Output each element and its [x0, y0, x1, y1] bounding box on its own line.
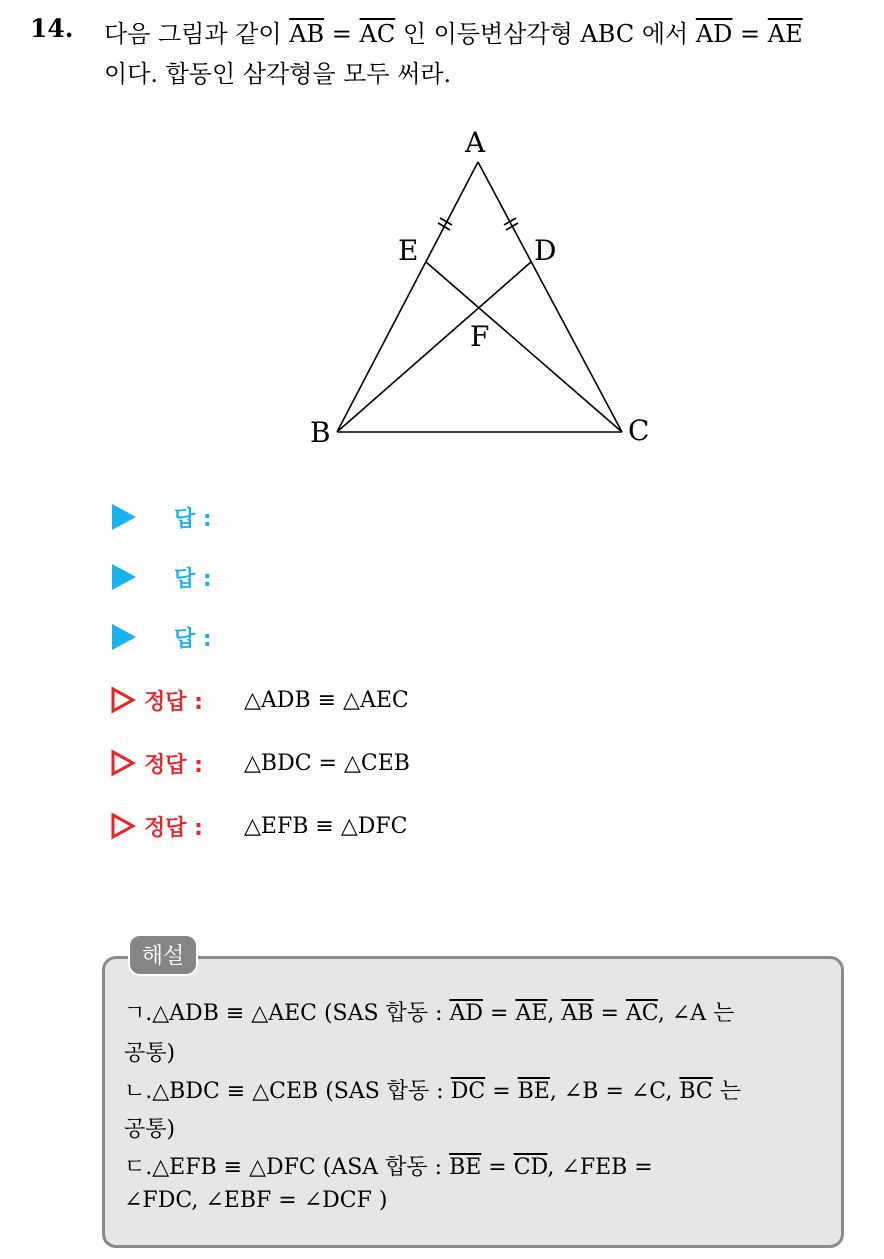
solution-label: 정답 :: [144, 689, 203, 715]
question-text-line-1: 다음 그림과 같이 $\overline{AB} = \overline{AC}$ 인 이등변삼각형 ABC 에서 $\overline{AD} = \overline{AE}$: [104, 20, 803, 48]
label-f: F: [470, 320, 490, 353]
answer-label: 답 :: [174, 626, 212, 652]
triangle-figure: [300, 120, 680, 460]
explanation-line-3: ㄴ.△BDC ≡ △CEB (SAS 합동 : $\overline{DC} = \overline{BE}$, ∠B = ∠C, $\overline{BC}$ 는: [124, 1079, 742, 1104]
label-c: C: [628, 414, 650, 447]
solution-row-3: [110, 806, 408, 846]
outline-triangle-icon: [110, 812, 136, 840]
side-ab: [337, 162, 478, 432]
play-triangle-icon: [112, 504, 136, 530]
explanation-tag: 해설: [128, 934, 198, 976]
explanation-line-6: ∠FDC, ∠EBF = ∠DCF ): [124, 1188, 388, 1213]
answer-row-1[interactable]: [108, 497, 212, 537]
question-number: 14.: [30, 14, 74, 43]
play-triangle-icon: [112, 564, 136, 590]
label-d: D: [534, 234, 557, 267]
outline-triangle-icon: [110, 686, 136, 714]
label-b: B: [310, 416, 331, 449]
answer-label: 답 :: [174, 506, 212, 532]
solution-text: △ADB ≡ △AEC: [244, 687, 409, 713]
segment-bd: [337, 262, 531, 432]
explanation-line-5: ㄷ.△EFB ≡ △DFC (ASA 합동 : $\overline{BE} = \overline{CD}$, ∠FEB =: [124, 1155, 653, 1180]
solution-label: 정답 :: [144, 752, 203, 778]
segment-ce: [426, 262, 622, 432]
solution-label: 정답 :: [144, 815, 203, 841]
answer-row-3[interactable]: [108, 617, 212, 657]
play-triangle-icon: [112, 624, 136, 650]
solution-row-2: [110, 743, 410, 783]
solution-row-1: [110, 680, 409, 720]
answer-row-2[interactable]: [108, 557, 212, 597]
answer-label: 답 :: [174, 566, 212, 592]
solution-text: △BDC = △CEB: [244, 750, 410, 776]
side-ac: [478, 162, 622, 432]
outline-triangle-icon: [110, 749, 136, 777]
explanation-line-4: 공통): [124, 1117, 176, 1142]
question-text-line-2: 이다. 합동인 삼각형을 모두 써라.: [104, 60, 452, 88]
label-a: A: [465, 126, 486, 159]
label-e: E: [398, 234, 419, 267]
explanation-line-1: ㄱ.△ADB ≡ △AEC (SAS 합동 : $\overline{AD} = \overline{AE}$, $\overline{AB} = \overline{AC}$, ∠A 는: [124, 1001, 735, 1026]
solution-text: △EFB ≡ △DFC: [244, 813, 408, 839]
explanation-line-2: 공통): [124, 1041, 176, 1066]
